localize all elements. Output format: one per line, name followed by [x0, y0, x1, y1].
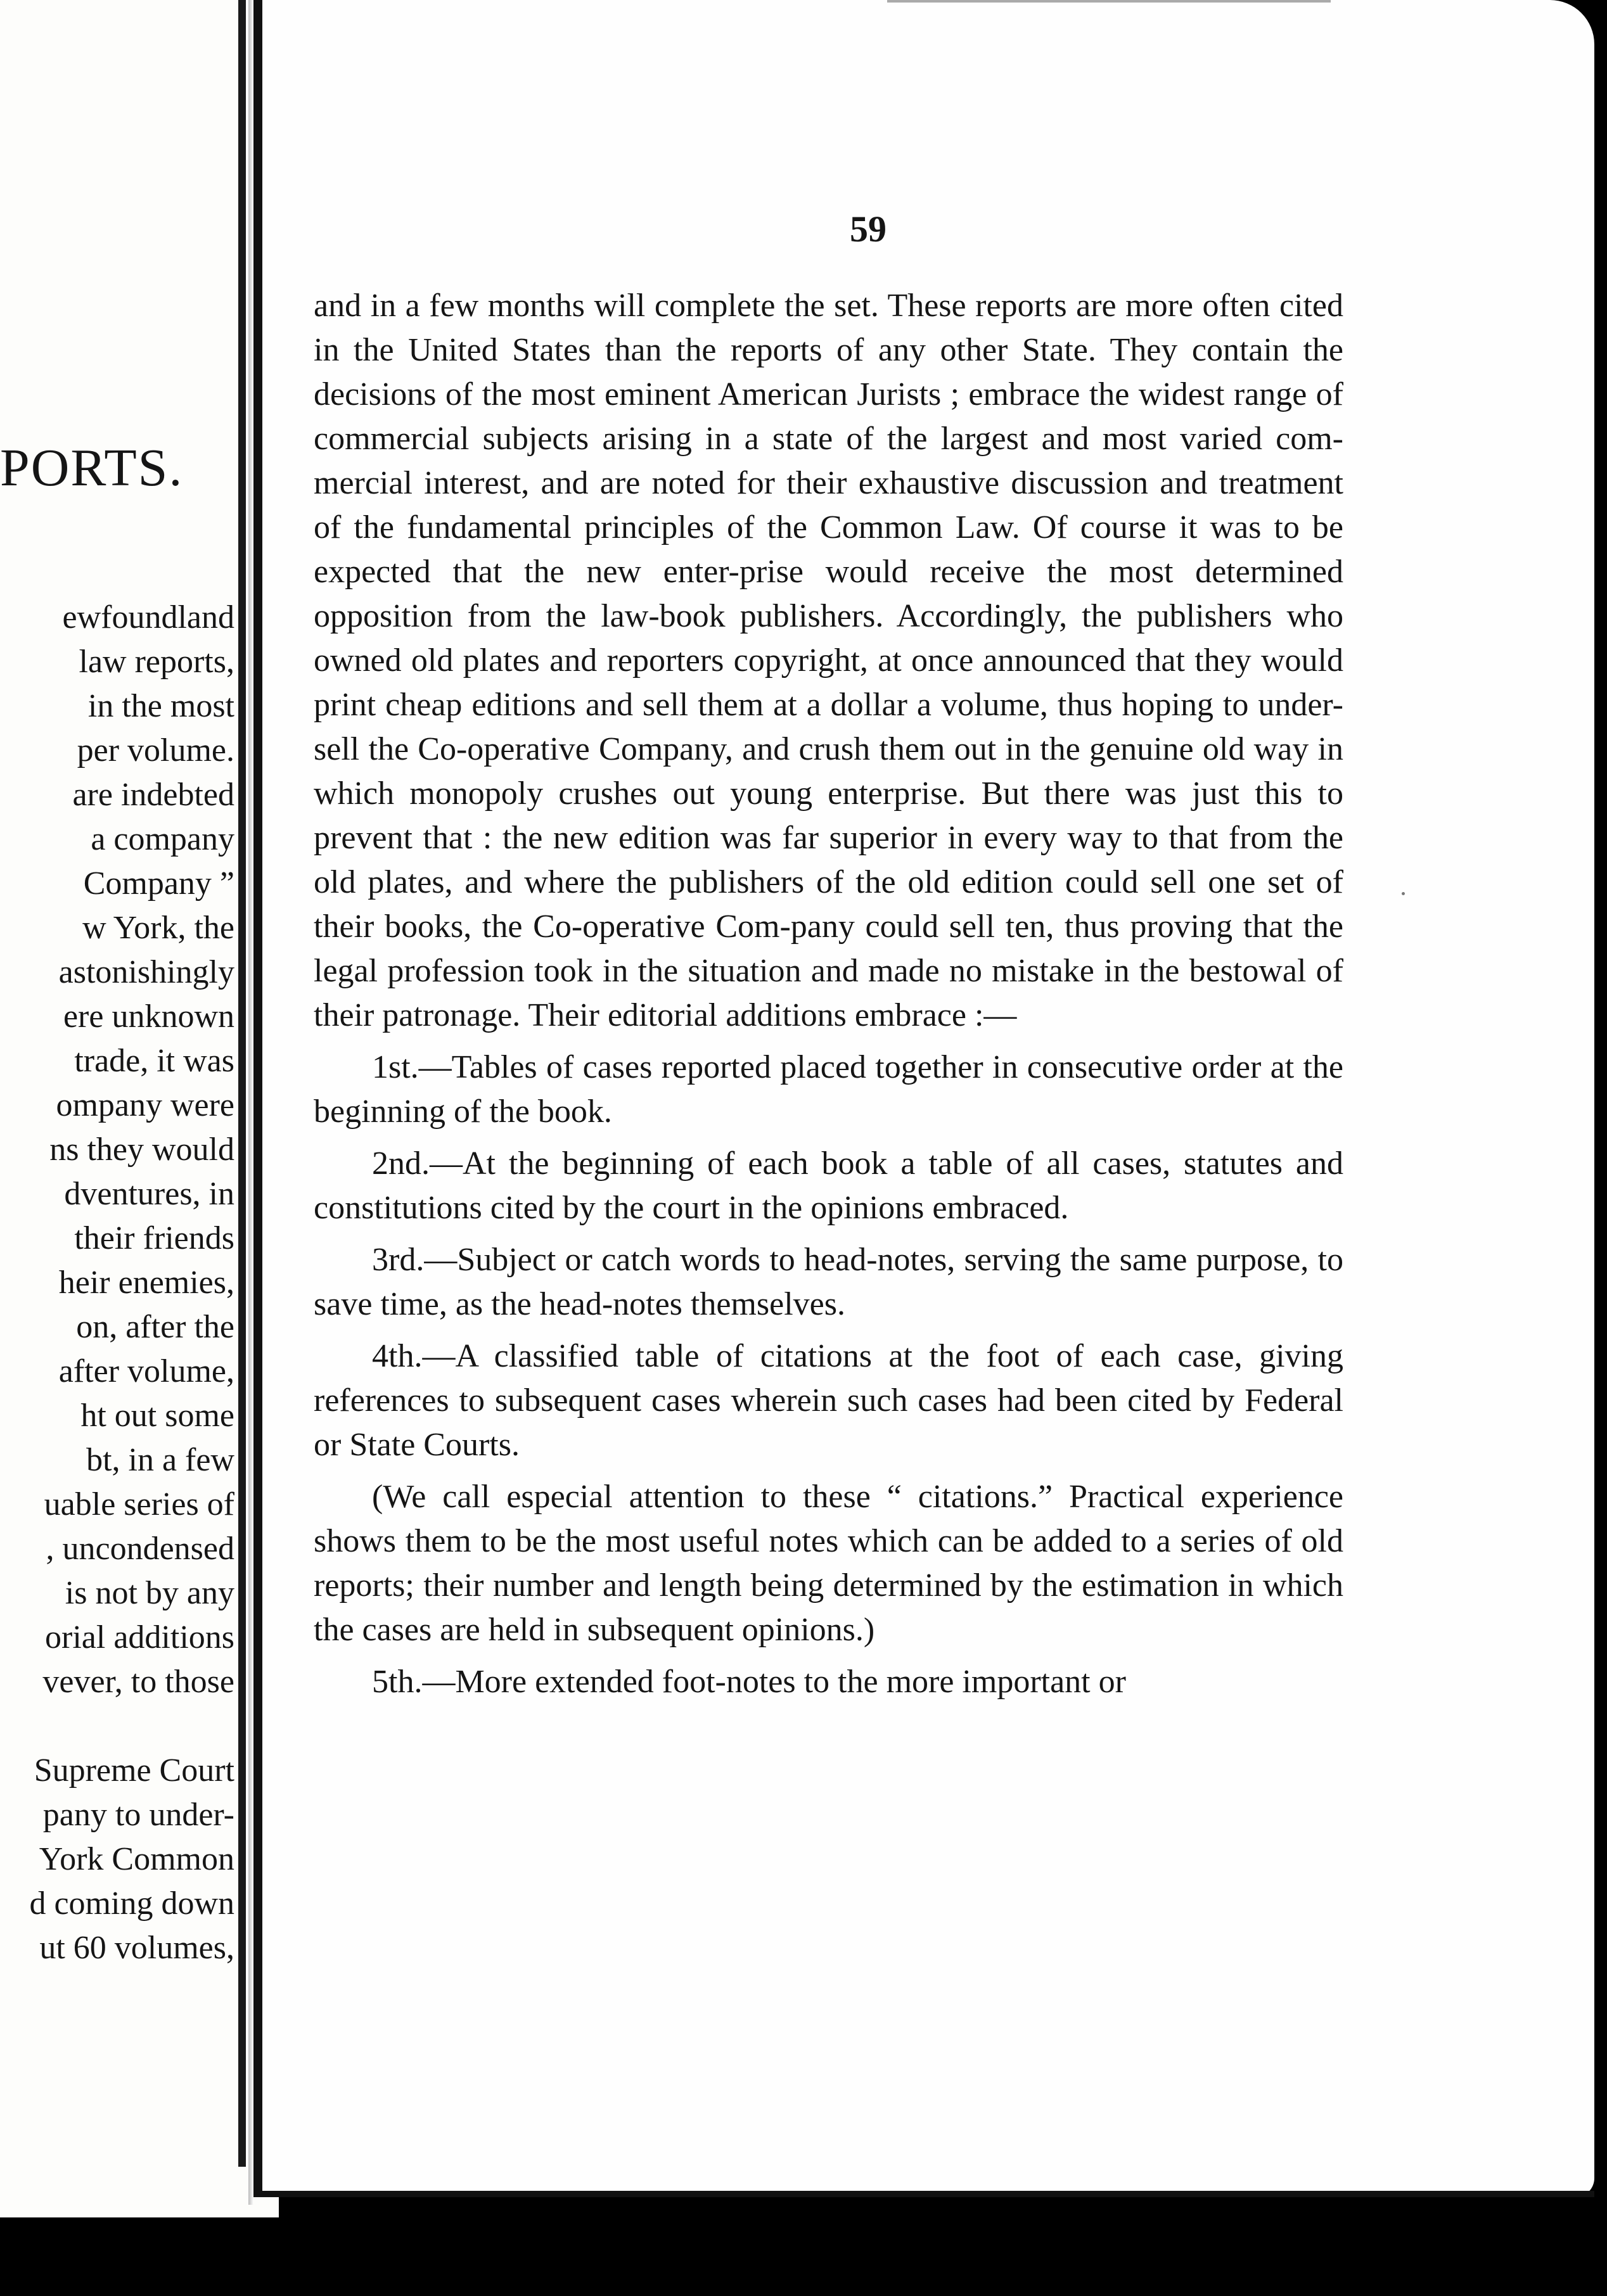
- left-page-line: their friends: [74, 1220, 234, 1256]
- left-page-line: in the most: [87, 688, 234, 724]
- left-page-line: pany to under-: [42, 1797, 234, 1833]
- page-body: [314, 284, 1343, 1704]
- left-page-line: w York, the: [82, 910, 234, 946]
- left-page-line: Company ”: [83, 865, 234, 902]
- left-page-line: vever, to those: [42, 1664, 234, 1700]
- left-page-line: ns they would: [49, 1132, 234, 1168]
- left-page-line: d coming down: [29, 1885, 234, 1922]
- page-top-edge: [887, 0, 1331, 3]
- spine-divider: [238, 0, 246, 2167]
- left-page-line: on, after the: [76, 1309, 234, 1345]
- list-item: 3rd.—Subject or catch words to head-notes, serving the same purpose, to save time, as the head-notes themselves.: [314, 1242, 1343, 1322]
- left-page-line: per volume.: [77, 732, 234, 769]
- left-page-line: orial additions: [45, 1619, 234, 1655]
- gutter-shadow: [248, 0, 253, 2205]
- left-page-line: Supreme Court: [34, 1752, 234, 1789]
- list-item: 5th.—More extended foot-notes to the more important or: [372, 1664, 1126, 1700]
- left-page-heading: PORTS.: [0, 438, 184, 497]
- page-bottom-border: [253, 2191, 1594, 2197]
- left-page-line: law reports,: [79, 644, 234, 680]
- left-page-line: ompany were: [56, 1087, 234, 1123]
- left-page-line: ere unknown: [63, 998, 234, 1035]
- list-item: 4th.—A classified table of citations at the foot of each case, giving references to subsequent cases wherein such cases had been cited by Federal or State Courts.: [314, 1338, 1343, 1463]
- right-page: [253, 0, 1594, 2197]
- page-left-border: [253, 0, 262, 2197]
- left-page-line: York Common: [39, 1841, 234, 1877]
- paragraph: and in a few months will complete the set. These reports are more often cited in the United States than the reports of any other State. They contain the decisions of the most eminent American Jurists ; embrace the widest range of commercial subjects arising in a state of the largest and most varied com-mercial interest, and are noted for their exhaustive discussion and treatment of the fundamental principles of the Common Law. Of course it was to be expected that the new enter-prise would receive the most determined opposition from the law-book publishers. Accordingly, the publishers who owned old plates and reporters copyright, at once announced that they would print cheap editions and sell them at a dollar a volume, thus hoping to under-sell the Co-operative Company, and crush them out in the genuine old way in which monopoly crushes out young enterprise. But there was just this to prevent that : the new edition was far superior in every way to that from the old plates, and where the publishers of the old edition could sell one set of their books, the Co-operative Com-pany could sell ten, thus proving that the legal profession took in the situation and made no mistake in the bestowal of their patronage. Their editorial additions embrace :—: [314, 288, 1343, 1033]
- left-page-line: astonishingly: [58, 954, 234, 990]
- left-page-line: after volume,: [58, 1353, 234, 1389]
- left-page-fragment: [0, 0, 279, 2217]
- left-page-line: , uncondensed: [46, 1531, 234, 1567]
- left-page-line: ut 60 volumes,: [39, 1930, 234, 1966]
- left-page-line: [29, 1704, 234, 1749]
- left-page-line: ewfoundland: [62, 599, 234, 635]
- left-page-line: bt, in a few: [86, 1442, 234, 1478]
- left-page-line: dventures, in: [64, 1176, 234, 1212]
- left-page-text: [29, 596, 234, 1970]
- left-page-line: ht out some: [80, 1398, 234, 1434]
- paragraph: (We call especial attention to these “ citations.” Practical experience shows them to be the most useful notes which can be added to a series of old reports; their number and length being determined by the estimation in which the cases are held in subsequent opinions.): [314, 1479, 1343, 1648]
- left-page-line: a company: [91, 821, 234, 857]
- list-item: 2nd.—At the beginning of each book a table of all cases, statutes and constitutions cited by the court in the opinions embraced.: [314, 1145, 1343, 1226]
- page-number: 59: [850, 208, 887, 250]
- left-page-line: is not by any: [65, 1575, 234, 1611]
- left-page-line: uable series of: [44, 1486, 234, 1522]
- left-page-line: trade, it was: [74, 1043, 234, 1079]
- left-page-line: heir enemies,: [58, 1265, 234, 1301]
- list-item: 1st.—Tables of cases reported placed together in consecutive order at the beginning of the book.: [314, 1049, 1343, 1130]
- scan-speck: [1402, 892, 1405, 895]
- left-page-line: are indebted: [72, 777, 234, 813]
